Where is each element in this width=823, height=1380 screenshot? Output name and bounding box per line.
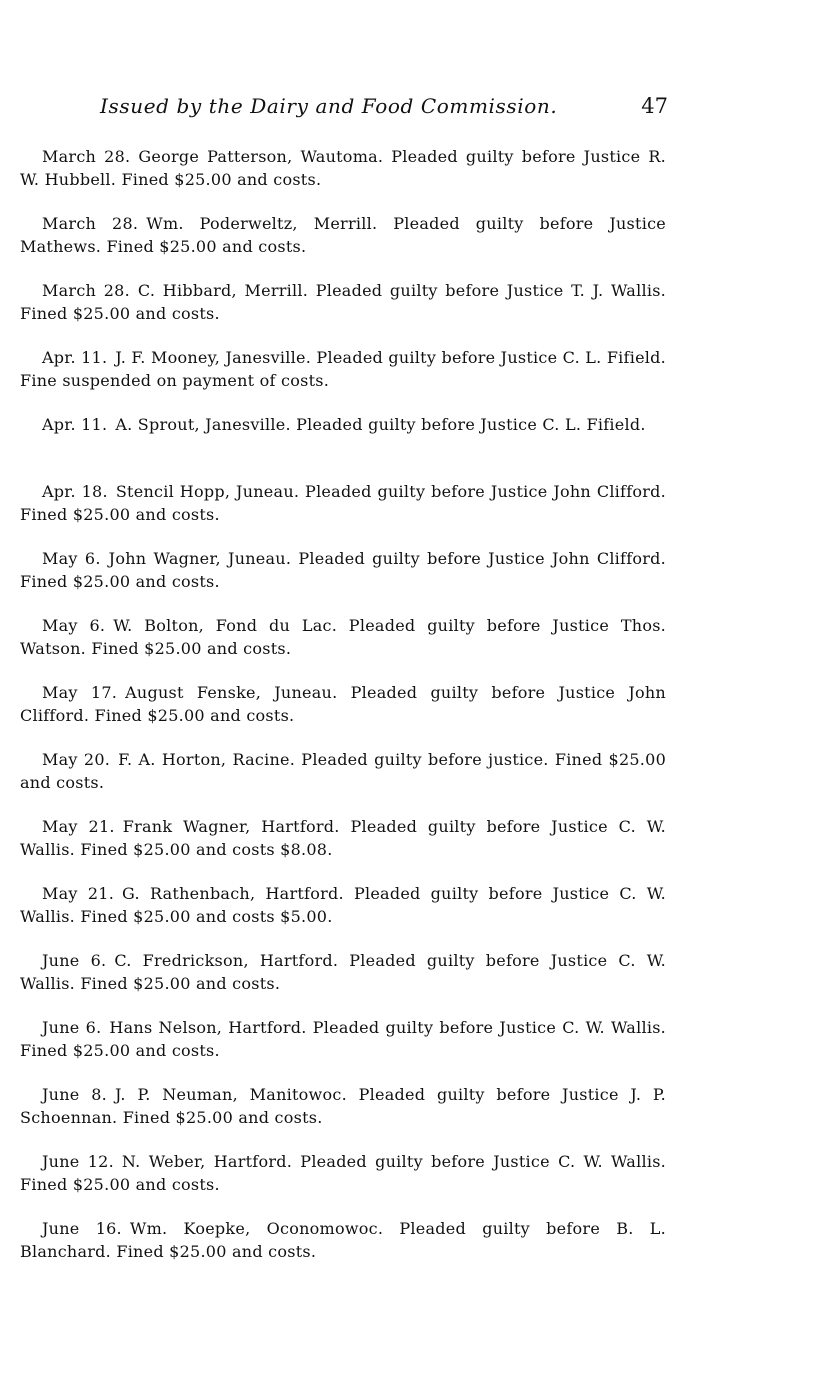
entry — [20, 413, 666, 480]
entry-text: J. P. Neuman, Manitowoc. Pleaded guilty before Justice J. P. Schoennan. Fined $25.00 and costs. — [20, 1085, 667, 1127]
entry — [20, 480, 666, 547]
entry-date: May 20. — [42, 750, 111, 769]
entry-date: March 28. — [42, 147, 131, 166]
entry — [20, 279, 666, 346]
entry-text: G. Rathenbach, Hartford. Pleaded guilty before Justice C. W. Wallis. Fined $25.00 and costs $5.00. — [20, 884, 666, 926]
entry-text: Wm. Koepke, Oconomowoc. Pleaded guilty before B. L. Blanchard. Fined $25.00 and costs. — [20, 1219, 666, 1261]
entry-text: George Patterson, Wautoma. Pleaded guilty before Justice R. W. Hubbell. Fined $25.00 and costs. — [20, 147, 666, 189]
entry — [20, 1083, 666, 1150]
entry-text: August Fenske, Juneau. Pleaded guilty before Justice John Clifford. Fined $25.00 and costs. — [20, 683, 666, 725]
entry-date: Apr. 11. — [42, 415, 108, 434]
entry-date: June 6. — [42, 1018, 102, 1037]
entry-date: June 6. — [42, 951, 107, 970]
entry-date: May 6. — [42, 616, 106, 635]
entry-text: J. F. Mooney, Janesville. Pleaded guilty before Justice C. L. Fifield. Fine suspended on payment of costs. — [20, 348, 666, 390]
entry-text: F. A. Horton, Racine. Pleaded guilty before justice. Fined $25.00 and costs. — [20, 750, 667, 792]
entry-date: May 17. — [42, 683, 118, 702]
entry-text: W. Bolton, Fond du Lac. Pleaded guilty before Justice Thos. Watson. Fined $25.00 and costs. — [20, 616, 667, 658]
entry — [20, 547, 666, 614]
entry-text: A. Sprout, Janesville. Pleaded guilty before Justice C. L. Fifield. — [115, 415, 646, 434]
entry-date: May 21. — [42, 884, 115, 903]
entry — [20, 1150, 666, 1217]
entry-text: John Wagner, Juneau. Pleaded guilty before Justice John Clifford. Fined $25.00 and costs. — [20, 549, 667, 591]
entry-date: June 16. — [42, 1219, 122, 1238]
entry-text: Frank Wagner, Hartford. Pleaded guilty before Justice C. W. Wallis. Fined $25.00 and costs $8.08. — [20, 817, 666, 859]
entry-date: May 21. — [42, 817, 115, 836]
entry — [20, 212, 666, 279]
entry-text: Hans Nelson, Hartford. Pleaded guilty before Justice C. W. Wallis. Fined $25.00 and costs. — [20, 1018, 666, 1060]
entry — [20, 815, 666, 882]
entry-date: June 12. — [42, 1152, 114, 1171]
entry — [20, 1217, 666, 1284]
header-title: Issued by the Dairy and Food Commission. — [100, 94, 558, 118]
entry-date: June 8. — [42, 1085, 107, 1104]
entry — [20, 748, 666, 815]
entry — [20, 882, 666, 949]
entry — [20, 1016, 666, 1083]
entry-text: Wm. Poderweltz, Merrill. Pleaded guilty before Justice Mathews. Fined $25.00 and costs. — [20, 214, 666, 256]
entry-date: March 28. — [42, 281, 130, 300]
page-number: 47 — [641, 94, 668, 118]
entry — [20, 614, 666, 681]
entry-date: Apr. 18. — [42, 482, 108, 501]
entry-text: C. Hibbard, Merrill. Pleaded guilty before Justice T. J. Wallis. Fined $25.00 and costs. — [20, 281, 666, 323]
entry-text: C. Fredrickson, Hartford. Pleaded guilty before Justice C. W. Wallis. Fined $25.00 and costs. — [20, 951, 666, 993]
entry — [20, 949, 666, 1016]
running-header — [100, 94, 670, 128]
entry-date: May 6. — [42, 549, 101, 568]
entry — [20, 681, 666, 748]
entry-text: Stencil Hopp, Juneau. Pleaded guilty before Justice John Clifford. Fined $25.00 and costs. — [20, 482, 667, 524]
entry-date: Apr. 11. — [42, 348, 108, 367]
entry-text: N. Weber, Hartford. Pleaded guilty before Justice C. W. Wallis. Fined $25.00 and costs. — [20, 1152, 666, 1194]
entry-date: March 28. — [42, 214, 139, 233]
entry-list — [20, 145, 666, 1284]
entry — [20, 346, 666, 413]
entry — [20, 145, 666, 212]
